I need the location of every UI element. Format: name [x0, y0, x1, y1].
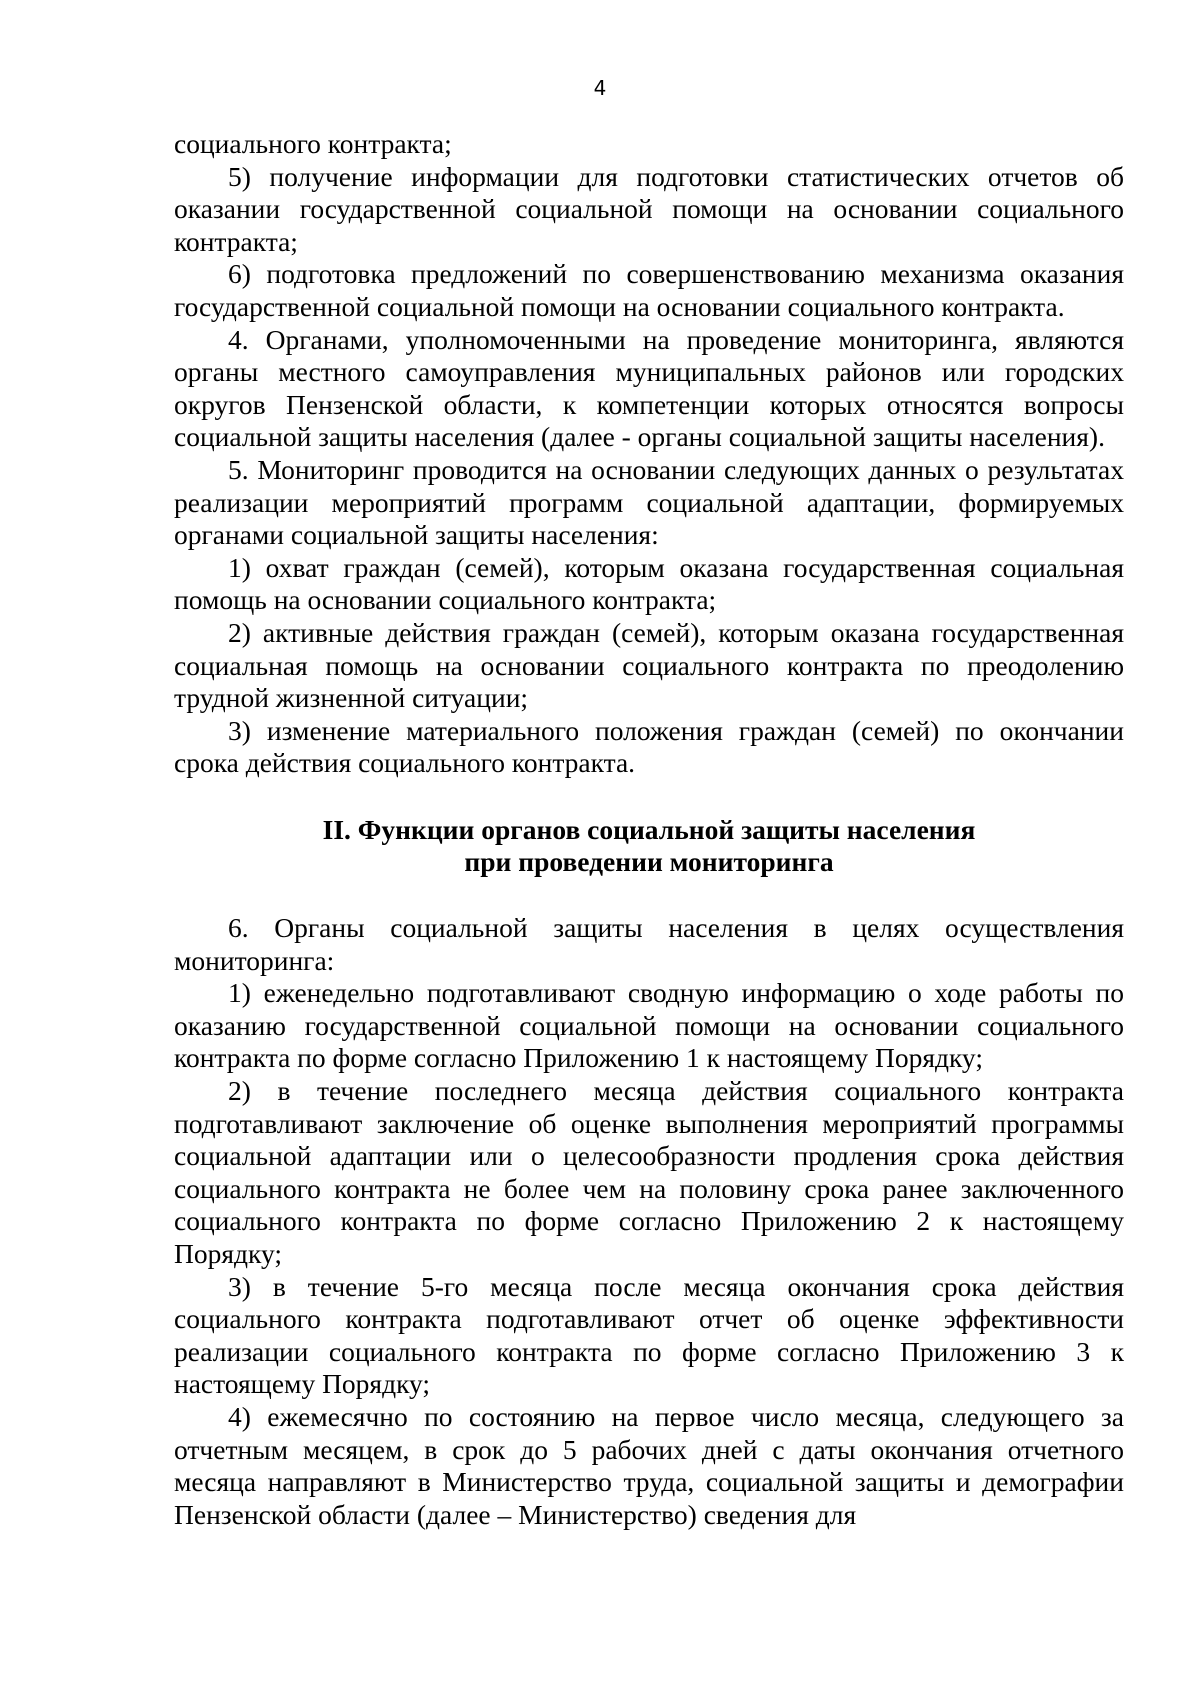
document-body: [174, 128, 1124, 1531]
paragraph: 6. Органы социальной защиты населения в целях осуществления мониторинга:: [174, 912, 1124, 976]
paragraph: 2) активные действия граждан (семей), которым оказана государственная социальная помощь на основании социального контракта по преодолению трудной жизненной ситуации;: [174, 616, 1124, 714]
paragraph-continued: 4) ежемесячно по состоянию на первое число месяца, следующего за отчетным месяцем, в срок до 5 рабочих дней с даты окончания отчетного месяца направляют в Министерство труда, социальной защиты и демографии Пензенской области (далее – Министерство) сведения для: [174, 1400, 1124, 1530]
paragraph: 5. Мониторинг проводится на основании следующих данных о результатах реализации мероприятий программ социальной адаптации, формируемых органами социальной защиты населения:: [174, 453, 1124, 551]
section-heading-line-2: при проведении мониторинга: [464, 846, 834, 878]
paragraph: 5) получение информации для подготовки статистических отчетов об оказании государственной социальной помощи на основании социального контракта;: [174, 160, 1124, 257]
paragraph: 1) еженедельно подготавливают сводную информацию о ходе работы по оказанию государственной социальной помощи на основании социального контракта по форме согласно Приложению 1 к настоящему Порядку;: [174, 977, 1124, 1074]
section-heading-line-1: II. Функции органов социальной защиты населения: [322, 813, 976, 845]
paragraph: 3) в течение 5-го месяца после месяца окончания срока действия социального контракта подготавливают отчет об оценке эффективности реализации социального контракта по форме согласно Приложению 3 к настоящему Порядку;: [174, 1270, 1124, 1400]
paragraph-continuation: социального контракта;: [174, 128, 452, 159]
paragraph: 3) изменение материального положения граждан (семей) по окончании срока действия социального контракта.: [174, 714, 1124, 779]
paragraph: 2) в течение последнего месяца действия социального контракта подготавливают заключение об оценке выполнения мероприятий программы социальной адаптации или о целесообразности продления срока действия социального контракта не более чем на половину срока ранее заключенного социального контракта по форме согласно Приложению 2 к настоящему Порядку;: [174, 1075, 1124, 1269]
page-number: 4: [593, 76, 607, 100]
paragraph: 6) подготовка предложений по совершенствованию механизма оказания государственной социальной помощи на основании социального контракта.: [174, 258, 1124, 322]
section-heading: [174, 814, 1124, 879]
paragraph: 1) охват граждан (семей), которым оказана государственная социальная помощь на основании социального контракта;: [174, 551, 1124, 616]
paragraph: 4. Органами, уполномоченными на проведение мониторинга, являются органы местного самоуправления муниципальных районов или городских округов Пензенской области, к компетенции которых относятся вопросы социальной защиты населения (далее - органы социальной защиты населения).: [174, 323, 1124, 453]
